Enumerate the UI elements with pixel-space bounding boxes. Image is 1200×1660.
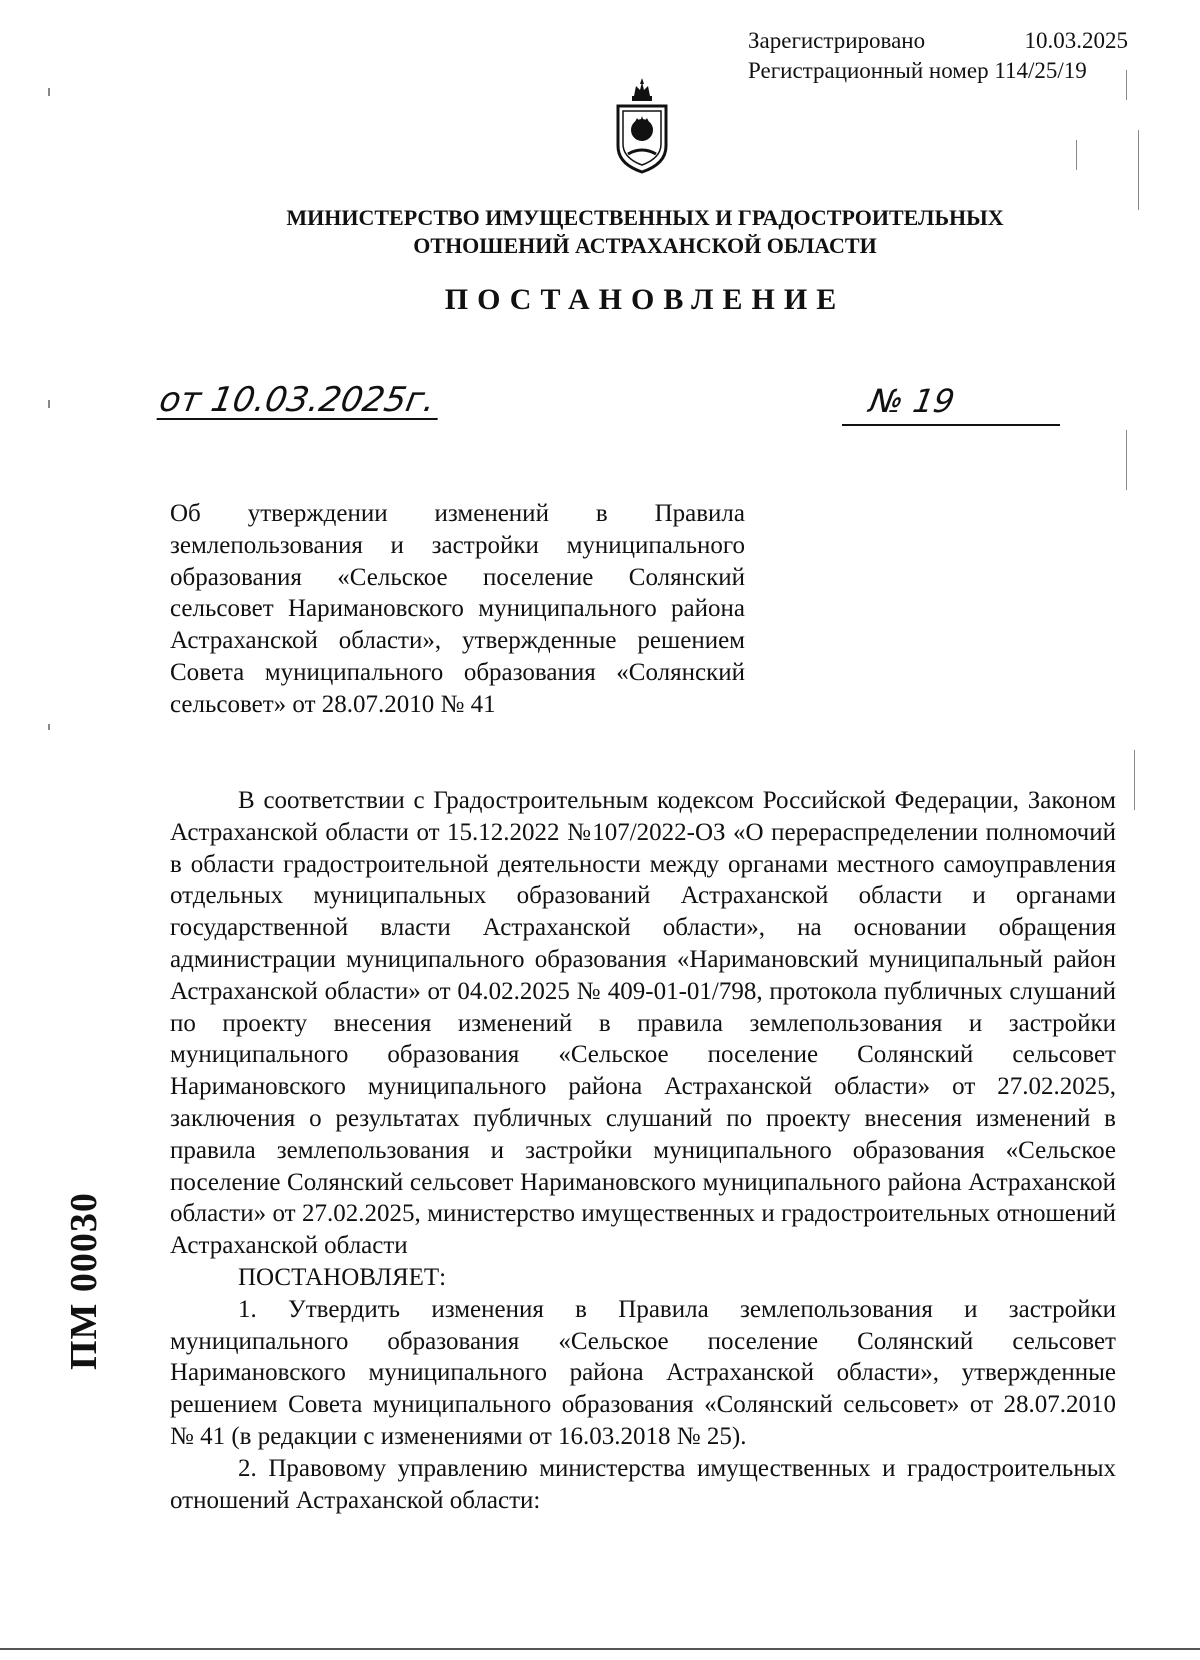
registration-date: 10.03.2025 — [1024, 28, 1128, 53]
document-subject: Об утверждении изменений в Правила землепользования и застройки муниципального образования «Сельское поселение Солянский сельсовет Наримановского муниципального района Астраханской области», утвержденные решением Совета муниципального образования «Солянский сельсовет» от 28.07.2010 № 41 — [170, 500, 745, 718]
handwritten-date — [156, 380, 438, 420]
ministry-line-2: ОТНОШЕНИЙ АСТРАХАНСКОЙ ОБЛАСТИ — [413, 233, 877, 258]
scan-speck — [48, 400, 50, 408]
registration-label: Зарегистрировано — [748, 28, 926, 53]
registration-date-row — [748, 26, 1128, 56]
item-2-paragraph: 2. Правовому управлению министерства имущественных и градостроительных отношений Астраханской области: — [170, 1454, 1116, 1514]
side-stamp: ПМ 00030 — [63, 1192, 105, 1370]
item-1-paragraph: 1. Утвердить изменения в Правила землепользования и застройки муниципального образования «Сельское поселение Солянский сельсовет Наримановского муниципального района Астраханской области», утвержденные решением Совета муниципального образования «Солянский сельсовет» от 28.07.2010 № 41 (в редакции с изменениями от 16.03.2018 № 25). — [170, 1295, 1116, 1450]
scan-speck — [1134, 750, 1135, 810]
ministry-line-1: МИНИСТЕРСТВО ИМУЩЕСТВЕННЫХ И ГРАДОСТРОИТЕЛЬНЫХ — [286, 205, 1004, 230]
registration-stamp — [748, 26, 1128, 86]
ministry-name — [150, 204, 1140, 260]
document-type-title: ПОСТАНОВЛЕНИЕ — [444, 283, 846, 316]
handwritten-date-text: от 10.03.2025г. — [156, 380, 439, 420]
handwritten-number — [842, 382, 1060, 426]
preamble-paragraph: В соответствии с Градостроительным кодексом Российской Федерации, Законом Астраханской области от 15.12.2022 №107/2022-ОЗ «О перераспределении полномочий в области градостроительной деятельности между органами местного самоуправления отдельных муниципальных образований Астраханской области и органами государственной власти Астраханской области», на основании обращения администрации муниципального образования «Наримановский муниципальный район Астраханской области» от 04.02.2025 № 409-01-01/798, протокола публичных слушаний по проекту внесения изменений в правила землепользования и застройки муниципального образования «Сельское поселение Солянский сельсовет Наримановского муниципального района Астраханской области» от 27.02.2025, заключения о результатах публичных слушаний по проекту внесения изменений в правила землепользования и застройки муниципального образования «Сельское поселение Солянский сельсовет Наримановского муниципального района Астраханской области» от 27.02.2025, министерство имущественных и градостроительных отношений Астраханской области — [170, 787, 1116, 1260]
scan-speck — [1076, 140, 1077, 170]
scan-speck — [1126, 430, 1127, 490]
handwritten-number-text: № 19 — [866, 382, 958, 420]
scan-speck — [1138, 130, 1139, 210]
scan-speck — [1126, 70, 1127, 100]
date-underline — [156, 418, 437, 420]
scan-speck — [48, 724, 50, 730]
astrakhan-coat-of-arms-icon — [612, 76, 672, 176]
decree-heading: ПОСТАНОВЛЯЕТ: — [238, 1263, 447, 1291]
scan-bottom-edge — [0, 1648, 1200, 1650]
document-body — [170, 785, 1116, 1516]
registration-number-row — [748, 56, 1128, 86]
registration-number: Регистрационный номер 114/25/19 — [748, 58, 1087, 83]
scan-speck — [48, 88, 50, 96]
